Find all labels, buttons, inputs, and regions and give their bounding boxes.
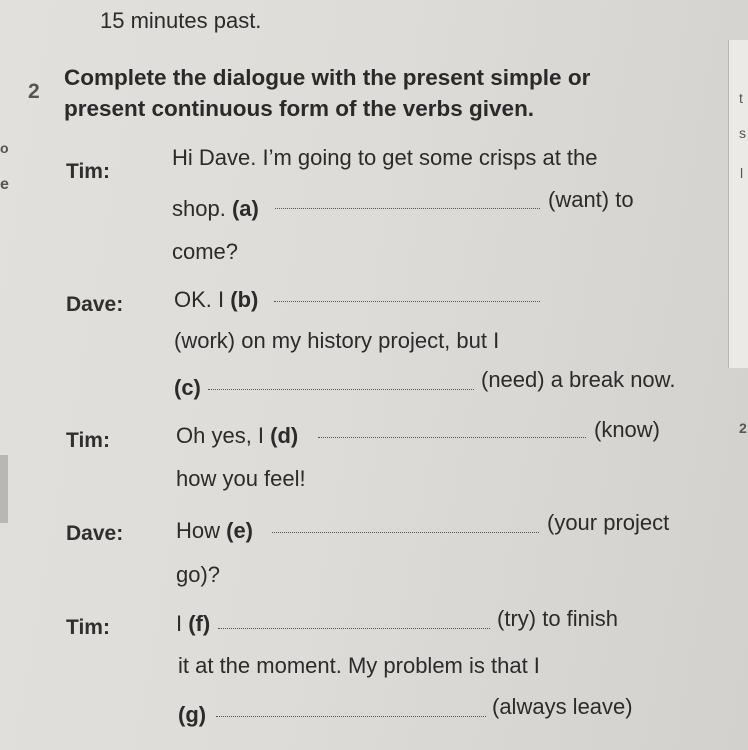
- page-tab: [0, 455, 8, 523]
- edge-letter: l: [740, 165, 744, 181]
- dialogue-text: Hi Dave. I’m going to get some crisps at the: [172, 145, 598, 170]
- gap-letter: (e): [226, 518, 254, 543]
- edge-letter: 2: [739, 420, 747, 436]
- gap-letter: (a): [231, 196, 259, 221]
- dialogue-text: how you feel!: [176, 466, 306, 491]
- answer-blank-c[interactable]: [208, 389, 474, 390]
- edge-letter: o: [0, 140, 9, 156]
- dialogue-text: [174, 287, 258, 313]
- speaker-label: Dave:: [66, 293, 124, 316]
- gap-letter: (c): [174, 375, 201, 400]
- edge-letter: e: [0, 176, 9, 193]
- gap-letter: (f): [188, 611, 211, 636]
- answer-blank-e[interactable]: [272, 532, 539, 533]
- dialogue-text: [176, 423, 298, 449]
- verb-prompt: (your project: [547, 510, 670, 535]
- speaker-label: Dave:: [66, 522, 124, 545]
- verb-prompt: (need) a break now.: [481, 367, 676, 392]
- dialogue-text-fragment: I: [176, 611, 189, 636]
- dialogue-text: come?: [172, 239, 239, 264]
- previous-exercise-line: 15 minutes past.: [100, 8, 262, 33]
- answer-blank-g[interactable]: [216, 716, 486, 717]
- speaker-label: Tim:: [66, 160, 110, 183]
- answer-blank-a[interactable]: [275, 208, 540, 209]
- heading-line-1: Complete the dialogue with the present simple or: [64, 65, 591, 90]
- answer-blank-f[interactable]: [218, 628, 490, 629]
- verb-prompt: (know): [594, 417, 661, 442]
- exercise-heading: [64, 62, 590, 124]
- dialogue-text-fragment: OK. I: [174, 287, 231, 312]
- gap-letter: (b): [230, 287, 259, 312]
- dialogue-text: go)?: [176, 562, 221, 587]
- answer-blank-b[interactable]: [274, 301, 540, 302]
- edge-letter: t: [739, 90, 743, 106]
- verb-prompt: (try) to finish: [497, 606, 619, 631]
- edge-letter: s: [739, 125, 746, 141]
- dialogue-text-fragment: shop.: [172, 196, 232, 221]
- dialogue-text: (work) on my history project, but I: [174, 328, 500, 353]
- gap-letter: (d): [270, 423, 299, 448]
- verb-prompt: (want) to: [548, 187, 634, 212]
- speaker-label: Tim:: [66, 616, 110, 639]
- exercise-number: 2: [28, 80, 40, 103]
- heading-line-2: present continuous form of the verbs given.: [64, 96, 535, 121]
- adjacent-page-panel: [728, 40, 748, 368]
- dialogue-text: it at the moment. My problem is that I: [178, 653, 540, 678]
- dialogue-text: [176, 518, 253, 544]
- speaker-label: Tim:: [66, 429, 110, 452]
- dialogue-text: [172, 196, 259, 222]
- dialogue-text-fragment: Oh yes, I: [176, 423, 271, 448]
- dialogue-text-fragment: How: [176, 518, 227, 543]
- dialogue-text: [176, 611, 210, 637]
- gap-letter: (g): [178, 702, 207, 727]
- verb-prompt: (always leave): [492, 694, 633, 719]
- answer-blank-d[interactable]: [318, 437, 586, 438]
